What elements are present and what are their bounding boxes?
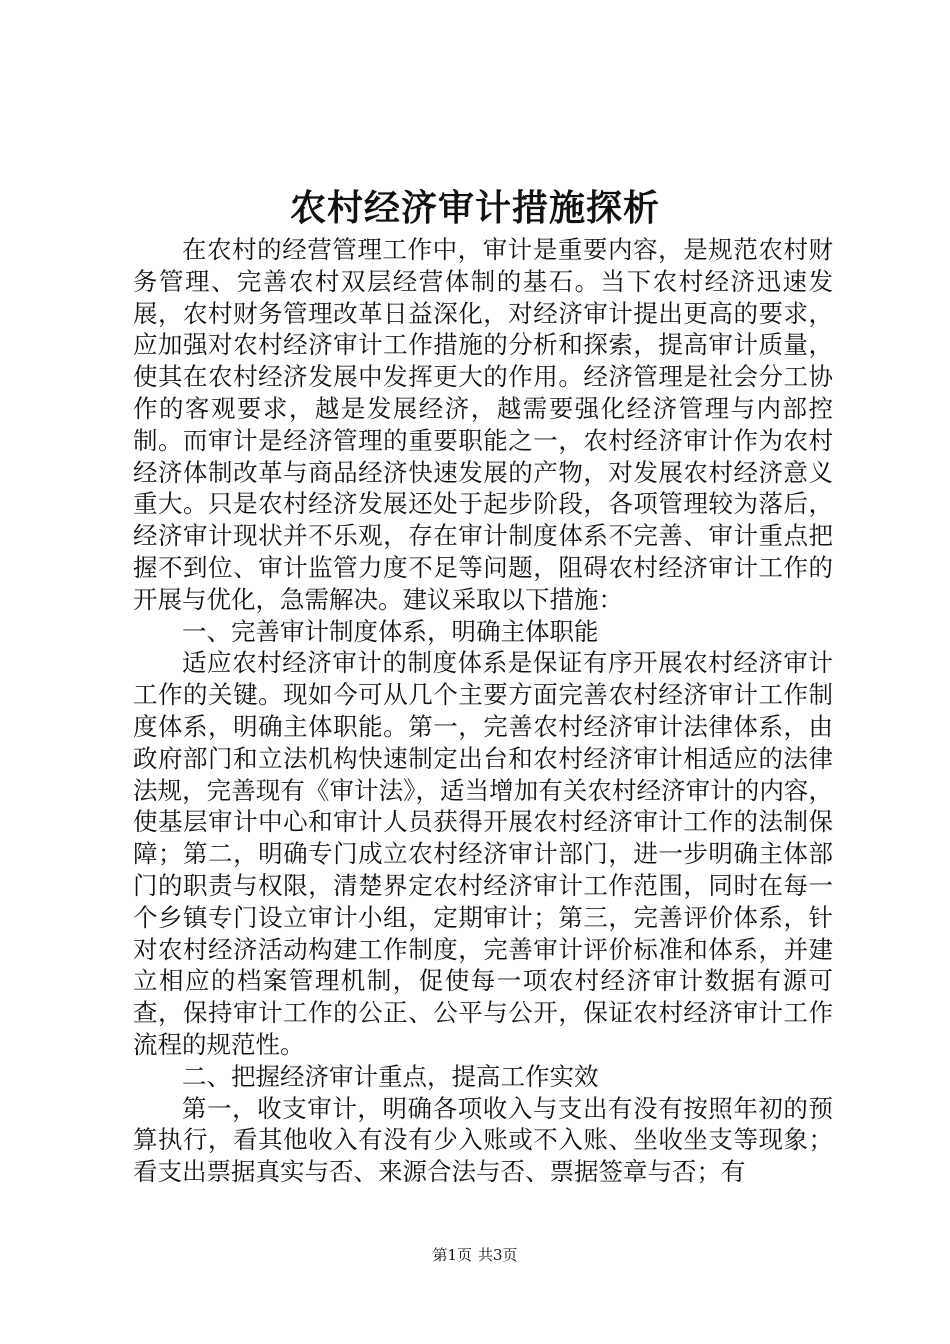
page-footer	[0, 1245, 950, 1265]
body-paragraph-section-2: 第一，收支审计，明确各项收入与支出有没有按照年初的预算执行，看其他收入有没有少入账或不入账、坐收坐支等现象；看支出票据真实与否、来源合法与否、票据签章与否；有	[133, 1093, 833, 1187]
section-heading-2: 二、把握经济审计重点，提高工作实效	[182, 1061, 599, 1091]
body-paragraph-section-1: 适应农村经济审计的制度体系是保证有序开展农村经济审计工作的关键。现如今可从几个主要方面完善农村经济审计工作制度体系，明确主体职能。第一，完善农村经济审计法律体系，由政府部门和立法机构快速制定出台和农村经济审计相适应的法律法规，完善现有《审计法》，适当增加有关农村经济审计的内容，使基层审计中心和审计人员获得开展农村经济审计工作的法制保障；第二，明确专门成立农村经济审计部门，进一步明确主体部门的职责与权限，清楚界定农村经济审计工作范围，同时在每一个乡镇专门设立审计小组，定期审计；第三，完善评价体系，针对农村经济活动构建工作制度，完善审计评价标准和体系，并建立相应的档案管理机制，促使每一项农村经济审计数据有源可查，保持审计工作的公正、公平与公开，保证农村经济审计工作流程的规范性。	[133, 648, 833, 1059]
document-body	[133, 234, 833, 1188]
document-title: 农村经济审计措施探析	[289, 187, 660, 229]
page-total: 共3页	[478, 1246, 518, 1264]
section-heading-1: 一、完善审计制度体系，明确主体职能	[182, 616, 599, 646]
body-paragraph-intro: 在农村的经营管理工作中，审计是重要内容，是规范农村财务管理、完善农村双层经营体制的基石。当下农村经济迅速发展，农村财务管理改革日益深化，对经济审计提出更高的要求，应加强对农村经济审计工作措施的分析和探索，提高审计质量，使其在农村经济发展中发挥更大的作用。经济管理是社会分工协作的客观要求，越是发展经济，越需要强化经济管理与内部控制。而审计是经济管理的重要职能之一，农村经济审计作为农村经济体制改革与商品经济快速发展的产物，对发展农村经济意义重大。只是农村经济发展还处于起步阶段，各项管理较为落后，经济审计现状并不乐观，存在审计制度体系不完善、审计重点把握不到位、审计监管力度不足等问题，阻碍农村经济审计工作的开展与优化，急需解决。建议采取以下措施：	[133, 235, 833, 614]
page-number: 第1页	[432, 1246, 472, 1264]
